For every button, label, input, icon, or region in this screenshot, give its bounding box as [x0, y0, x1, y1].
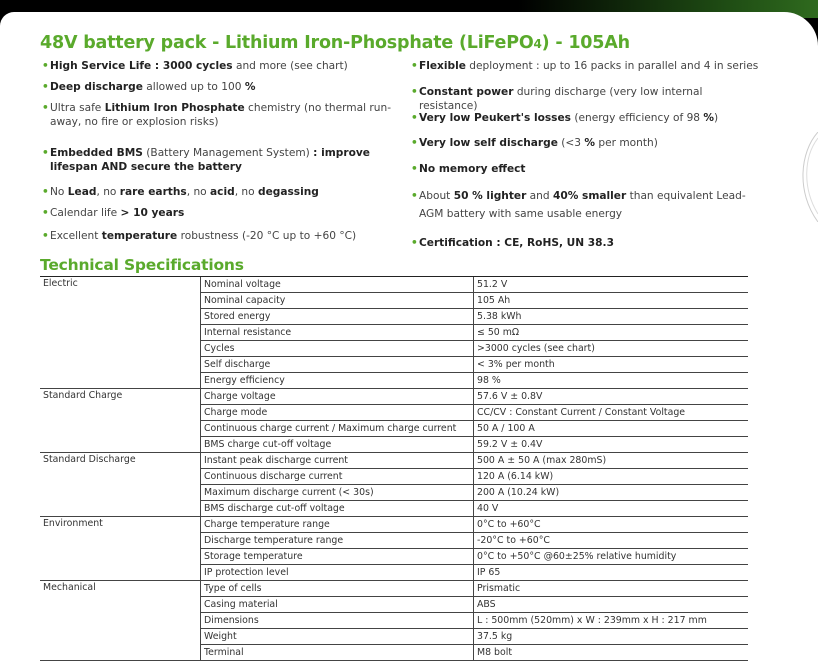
feature-text [419, 59, 758, 73]
feature-bold-text: Embedded BMS [50, 147, 143, 159]
table-row [40, 453, 748, 469]
feature-text [419, 111, 718, 125]
bullet-icon: • [42, 186, 49, 198]
feature-plain-text: Calendar life [50, 207, 121, 219]
feature-item [411, 111, 718, 125]
spec-category: Mechanical [40, 581, 201, 661]
spec-parameter: Stored energy [201, 309, 474, 325]
feature-plain-text: ) [714, 112, 719, 124]
feature-plain-text: and [526, 190, 553, 202]
datasheet-page [0, 12, 818, 663]
spec-value: 50 A / 100 A [474, 421, 749, 437]
table-row [40, 581, 748, 597]
title-capacity: 105Ah [568, 33, 630, 53]
spec-parameter: Instant peak discharge current [201, 453, 474, 469]
feature-item [411, 187, 761, 223]
spec-parameter: Charge voltage [201, 389, 474, 405]
spec-value: IP 65 [474, 565, 749, 581]
feature-bold-text: % [244, 81, 256, 93]
feature-plain-text: (<3 [557, 137, 585, 149]
feature-text [50, 146, 402, 174]
bullet-icon: • [42, 60, 49, 72]
spec-parameter: Weight [201, 629, 474, 645]
spec-parameter: BMS charge cut-off voltage [201, 437, 474, 453]
spec-value: Prismatic [474, 581, 749, 597]
spec-value: >3000 cycles (see chart) [474, 341, 749, 357]
feature-bold-text: Deep discharge [50, 81, 143, 93]
feature-item [42, 229, 356, 243]
feature-bold-text: Certification : CE, RoHS, UN 38.3 [419, 237, 614, 249]
feature-plain-text: Ultra safe [50, 102, 105, 114]
feature-item [42, 59, 348, 73]
page-title [40, 33, 630, 53]
bullet-icon: • [411, 60, 418, 72]
spec-value: 105 Ah [474, 293, 749, 309]
bullet-icon: • [411, 137, 418, 149]
spec-parameter: Nominal voltage [201, 277, 474, 293]
feature-bold-text: degassing [258, 186, 319, 198]
feature-plain-text: About [419, 190, 454, 202]
spec-value: CC/CV : Constant Current / Constant Voltage [474, 405, 749, 421]
spec-value: 40 V [474, 501, 749, 517]
feature-bold-text: Constant power [419, 86, 514, 98]
spec-parameter: BMS discharge cut-off voltage [201, 501, 474, 517]
spec-value: 37.5 kg [474, 629, 749, 645]
decorative-curve [792, 132, 818, 222]
feature-plain-text: , no [186, 186, 211, 198]
spec-value: 0°C to +60°C [474, 517, 749, 533]
spec-category: Electric [40, 277, 201, 389]
feature-bold-text: > 10 years [120, 207, 185, 219]
spec-value: 59.2 V ± 0.4V [474, 437, 749, 453]
bullet-icon: • [411, 86, 418, 98]
spec-value: 98 % [474, 373, 749, 389]
spec-parameter: Dimensions [201, 613, 474, 629]
feature-text [50, 206, 184, 220]
feature-item [411, 136, 658, 150]
feature-text [419, 136, 658, 150]
feature-text [419, 236, 614, 250]
feature-text [419, 85, 761, 113]
feature-plain-text: No [50, 186, 68, 198]
feature-bold-text: acid [210, 186, 235, 198]
feature-bold-text: Very low self discharge [419, 137, 558, 149]
spec-parameter: Maximum discharge current (< 30s) [201, 485, 474, 501]
spec-parameter: Cycles [201, 341, 474, 357]
spec-parameter: Type of cells [201, 581, 474, 597]
feature-plain-text: deployment : up to 16 packs in parallel and 4 in series [465, 60, 759, 72]
spec-value: 0°C to +50°C @60±25% relative humidity [474, 549, 749, 565]
spec-value: 120 A (6.14 kW) [474, 469, 749, 485]
bullet-icon: • [411, 112, 418, 124]
spec-parameter: Terminal [201, 645, 474, 661]
spec-parameter: Self discharge [201, 357, 474, 373]
feature-bold-text: High Service Life : 3000 cycles [50, 60, 233, 72]
bullet-icon: • [42, 102, 49, 114]
spec-table [40, 276, 748, 661]
feature-plain-text: than equivalent Lead-AGM battery with same usable energy [419, 190, 746, 220]
spec-value: 500 A ± 50 A (max 280mS) [474, 453, 749, 469]
table-row [40, 277, 748, 293]
spec-parameter: Casing material [201, 597, 474, 613]
feature-text [50, 101, 402, 129]
spec-value: ABS [474, 597, 749, 613]
feature-text [50, 185, 319, 199]
spec-value: -20°C to +60°C [474, 533, 749, 549]
feature-bold-text: Lithium Iron Phosphate [104, 102, 245, 114]
spec-value: 5.38 kWh [474, 309, 749, 325]
spec-value: 57.6 V ± 0.8V [474, 389, 749, 405]
feature-plain-text: Excellent [50, 230, 102, 242]
spec-category: Environment [40, 517, 201, 581]
spec-value: 51.2 V [474, 277, 749, 293]
feature-plain-text: per month) [595, 137, 658, 149]
bullet-icon: • [42, 81, 49, 93]
feature-item [42, 185, 319, 199]
spec-category: Standard Charge [40, 389, 201, 453]
spec-parameter: Continuous discharge current [201, 469, 474, 485]
title-subscript: 4 [533, 37, 542, 51]
feature-item [411, 59, 758, 73]
feature-item [42, 206, 184, 220]
feature-plain-text: , no [96, 186, 120, 198]
feature-plain-text: chemistry (no thermal run-away, no fire or explosion risks) [50, 102, 392, 128]
table-row [40, 517, 748, 533]
spec-parameter: Continuous charge current / Maximum charge current [201, 421, 474, 437]
feature-bold-text: Very low Peukert's losses [419, 112, 571, 124]
feature-bold-text: 40% smaller [552, 190, 627, 202]
feature-text [50, 229, 356, 243]
feature-bold-text: Lead [67, 186, 97, 198]
title-close: ) - [541, 33, 569, 53]
feature-text [419, 187, 761, 223]
feature-text [50, 80, 255, 94]
spec-parameter: Nominal capacity [201, 293, 474, 309]
feature-bold-text: : improve lifespan AND secure the battery [50, 147, 370, 173]
feature-item [42, 146, 402, 174]
feature-bold-text: 50 % lighter [453, 190, 527, 202]
spec-parameter: Internal resistance [201, 325, 474, 341]
feature-bold-text: No memory effect [419, 163, 526, 175]
table-row [40, 389, 748, 405]
spec-parameter: Charge temperature range [201, 517, 474, 533]
spec-section-title: Technical Specifications [40, 256, 244, 274]
feature-plain-text: , no [234, 186, 258, 198]
bullet-icon: • [42, 207, 49, 219]
feature-item [42, 80, 255, 94]
spec-value: ≤ 50 mΩ [474, 325, 749, 341]
feature-item [42, 101, 402, 129]
feature-item [411, 85, 761, 113]
spec-parameter: Charge mode [201, 405, 474, 421]
feature-bold-text: rare earths [119, 186, 187, 198]
feature-bold-text: Flexible [419, 60, 466, 72]
feature-plain-text: (Battery Management System) [142, 147, 314, 159]
spec-parameter: Energy efficiency [201, 373, 474, 389]
spec-category: Standard Discharge [40, 453, 201, 517]
feature-plain-text: during discharge (very low internal resistance) [419, 86, 703, 112]
feature-plain-text: and more (see chart) [232, 60, 348, 72]
bullet-icon: • [42, 230, 49, 242]
bullet-icon: • [411, 237, 418, 249]
spec-parameter: Storage temperature [201, 549, 474, 565]
bullet-icon: • [42, 147, 49, 159]
spec-parameter: Discharge temperature range [201, 533, 474, 549]
feature-text [50, 59, 348, 73]
feature-plain-text: allowed up to 100 [142, 81, 245, 93]
feature-item [411, 236, 614, 250]
feature-plain-text: robustness (-20 °C up to +60 °C) [177, 230, 357, 242]
spec-value: 200 A (10.24 kW) [474, 485, 749, 501]
feature-bold-text: % [703, 112, 715, 124]
spec-parameter: IP protection level [201, 565, 474, 581]
spec-value: M8 bolt [474, 645, 749, 661]
spec-value: < 3% per month [474, 357, 749, 373]
feature-bold-text: % [584, 137, 596, 149]
bullet-icon: • [411, 190, 418, 202]
bullet-icon: • [411, 163, 418, 175]
feature-item [411, 162, 526, 176]
feature-text [419, 162, 526, 176]
feature-plain-text: (energy efficiency of 98 [570, 112, 704, 124]
feature-bold-text: temperature [101, 230, 178, 242]
title-main: 48V battery pack - Lithium Iron-Phosphate (LiFePO [40, 33, 534, 53]
spec-value: L : 500mm (520mm) x W : 239mm x H : 217 mm [474, 613, 749, 629]
